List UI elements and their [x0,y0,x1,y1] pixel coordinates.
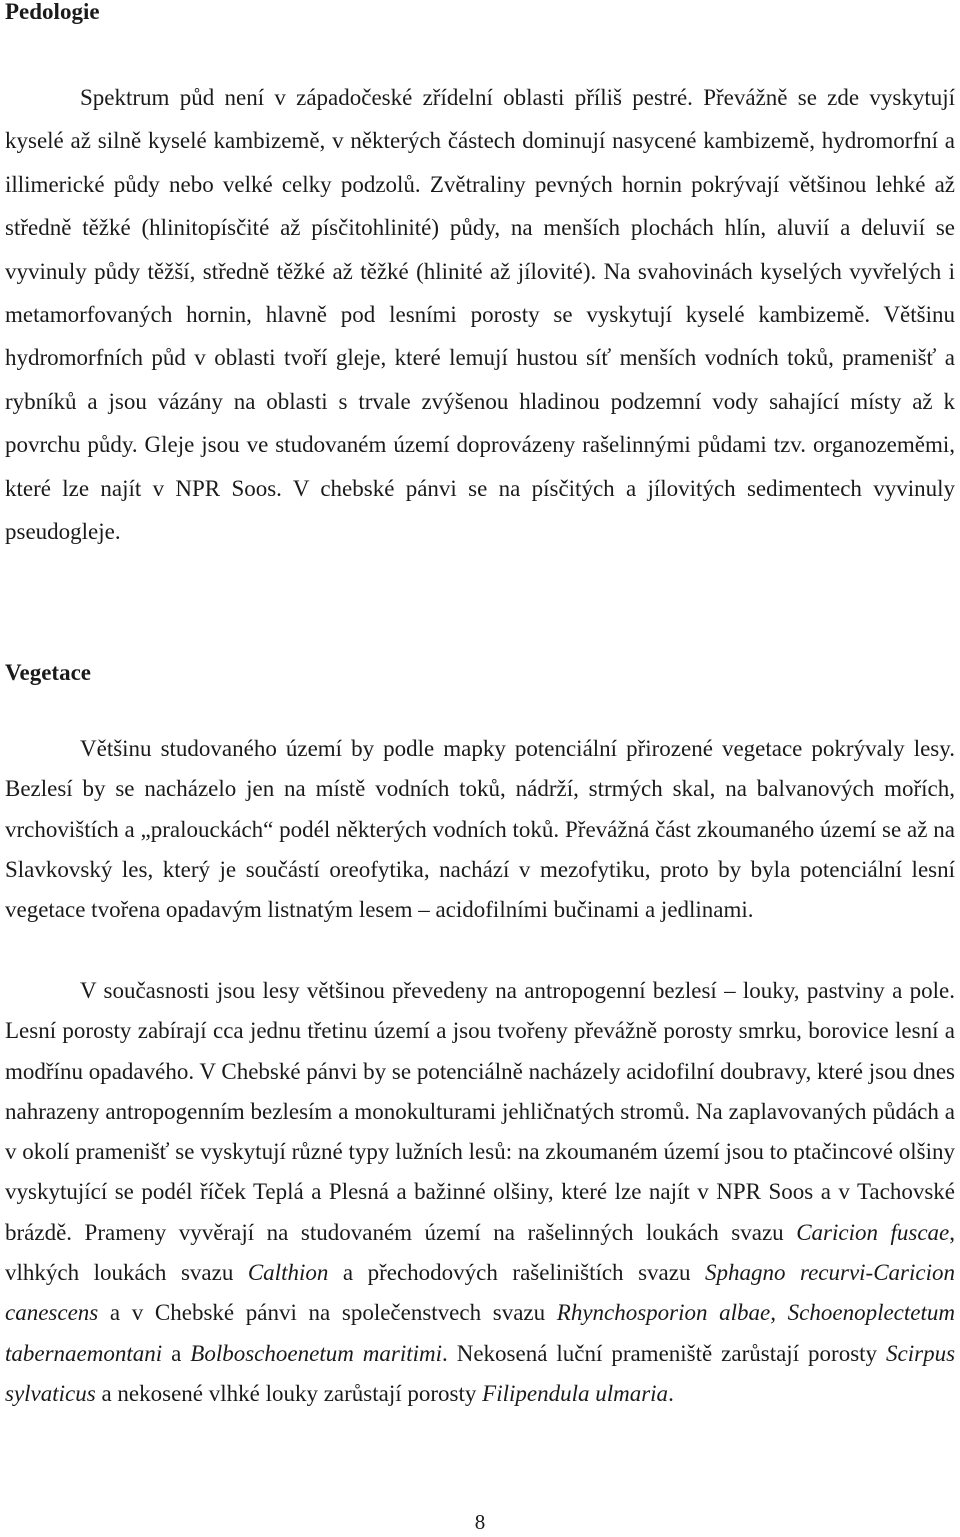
latin-name: Calthion [247,1260,329,1286]
latin-name: Bolboschoenetum maritimi [190,1340,443,1366]
section-heading-vegetace: Vegetace [5,660,91,685]
text-run: a v Chebské pánvi na společenstvech svazu [98,1300,557,1326]
text-run: . Nekosená luční prameniště zarůstají porosty [442,1340,887,1366]
latin-name: Scirpus sylvaticus [5,1340,956,1406]
latin-name: Filipendula ulmaria [482,1380,669,1406]
vegetace-paragraph-1: Většinu studovaného území by podle mapky potenciální přirozené vegetace pokrývaly lesy. Bezlesí by se nacházelo jen na místě vodních toků, nádrží, strmých skal, na balvanových mořích, vrchovištích a „pralouckách“ podél některých vodních toků. Převážná část zkoumaného území se až na Slavkovský les, který je součástí oreofytika, nachází v mezofytiku, proto by byla potenciální lesní vegetace tvořena opadavým listnatým lesem – acidofilními bučinami a jedlinami. [5,736,955,923]
latin-name: Caricion fuscae [796,1219,950,1245]
text-run: V současnosti jsou lesy většinou převedeny na antropogenní bezlesí – louky, pastviny a pole. Lesní porosty zabírají cca jednu třetinu území a jsou tvořeny převážně porosty smrku, borovice lesní a modřínu opadavého. V Chebské pánvi by se potenciálně nacházely acidofilní doubravy, které jsou dnes nahrazeny antropogenním bezlesím a monokulturami jehličnatých stromů. Na zaplavovaných půdách a v okolí pramenišť se vyskytují různé typy lužních lesů: na zkoumaném území jsou to ptačincové olšiny vyskytující se podél říček Teplá a Plesná a bažinné olšiny, které lze najít v NPR Soos a v Tachovské brázdě. Prameny vyvěrají na studovaném území na rašelinných loukách svazu [5,978,955,1245]
latin-name: Sphagno recurvi-Caricion canescens [5,1260,955,1326]
latin-name: Rhynchosporion albae, Schoenoplectetum tabernaemontani [5,1300,955,1366]
page-number: 8 [474,1510,486,1534]
text-run: , vlhkých loukách svazu [5,1219,955,1286]
pedologie-paragraph: Spektrum půd není v západočeské zřídelní oblasti příliš pestré. Převážně se zde vyskytují kyselé až silně kyselé kambizemě, v některých částech dominují nasycené kambizemě, hydromorfní a illimerické půdy nebo velké celky podzolů. Zvětraliny pevných hornin pokrývají většinou lehké až středně těžké (hlinitopísčité až písčitohlinité) půdy, na menších plochách hlín, aluvií a deluvií se vyvinuly půdy těžší, středně těžké až těžké (hlinité až jílovité). Na svahovinách kyselých vyvřelých i metamorfovaných hornin, hlavně pod lesními porosty se vyskytují kyselé kambizemě. Většinu hydromorfních půd v oblasti tvoří gleje, které lemují hustou síť menších vodních toků, pramenišť a rybníků a jsou vázány na oblasti s trvale zvýšenou hladinou podzemní vody sahající místy až k povrchu půdy. Gleje jsou ve studovaném území doprovázeny rašelinnými půdami tzv. organozeměmi, které lze najít v NPR Soos. V chebské pánvi se na písčitých a jílovitých sedimentech vyvinuly pseudogleje. [5,85,955,545]
text-run: . [668,1380,674,1406]
text-run: a nekosené vlhké louky zarůstají porosty [95,1380,483,1406]
text-run: a [162,1340,191,1366]
vegetace-paragraph-2 [5,971,955,1414]
text-run: a přechodových rašeliništích svazu [328,1260,705,1286]
section-heading-pedologie: Pedologie [5,0,100,24]
